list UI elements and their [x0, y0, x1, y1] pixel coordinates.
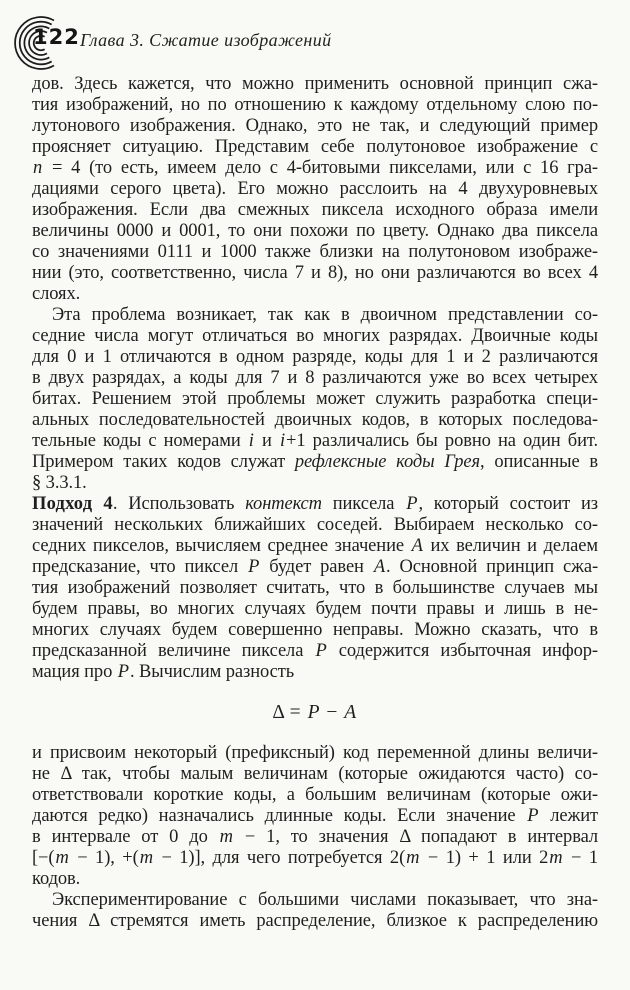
text-line: изображения. Если два смежных пиксела исходного образа имели — [32, 200, 598, 220]
text-line: для 0 и 1 отличаются в одном разряде, коды для 1 и 2 различаются — [32, 347, 598, 367]
text-line: мация про P. Вычислим разность — [32, 662, 295, 682]
text-line: в интервале от 0 до m − 1, то значения Δ попадают в интервал — [32, 827, 598, 847]
text-line: слоях. — [32, 284, 81, 304]
text-line: значений нескольких ближайших соседей. Выбираем несколько со- — [32, 515, 598, 535]
text-line: кодов. — [32, 869, 81, 889]
text-line: седних пикселов, вычисляем среднее значение A их величин и делаем — [32, 536, 598, 556]
text-line: [−(m − 1), +(m − 1)], для чего потребуется 2(m − 1) + 1 или 2m − 1 — [32, 848, 599, 868]
page-header — [14, 14, 614, 74]
text-line: многих случаях будем совершенно неправы. Можно сказать, что в — [32, 620, 598, 640]
text-line: альных последовательностей двоичных кодов, в которых последова- — [32, 410, 598, 430]
page-number: 122 — [33, 25, 80, 49]
chapter-title: Глава 3. Сжатие изображений — [80, 30, 332, 50]
text-line: дов. Здесь кажется, что можно применить основной принцип сжа- — [32, 74, 598, 94]
text-line: лутонового изображения. Однако, это не так, и следующий пример — [32, 116, 598, 136]
paragraph-1 — [32, 74, 598, 305]
text-line: будем правы, во многих случаях будем почти правы и лишь в не- — [32, 599, 598, 619]
text-line: не Δ так, чтобы малым величинам (которые ожидаются часто) со- — [32, 764, 598, 784]
text-line: в двух разрядах, а коды для 7 и 8 различаются уже во всех четырех — [32, 368, 598, 388]
text-line: тия изображений, но по отношению к каждому отдельному слою по- — [32, 95, 598, 115]
text-line: чения Δ стремятся иметь распределение, близкое к распределению — [32, 911, 598, 931]
text-line: Примером таких кодов служат рефлексные коды Грея, описанные в — [32, 452, 599, 472]
paragraph-4 — [32, 743, 598, 890]
text-line: ответствовали короткие коды, а большим величинам (которые ожи- — [32, 785, 598, 805]
text-line: нии (это, соответственно, числа 7 и 8), но они различаются во всех 4 — [32, 263, 598, 283]
text-line: битах. Решением этой проблемы может служить разработка специ- — [32, 389, 598, 409]
paragraph-2 — [32, 305, 598, 494]
text-line: предсказанной величине пиксела P содержится избыточная инфор- — [32, 641, 598, 661]
formula-delta-equals-p-minus-a — [32, 702, 598, 723]
text-line: n = 4 (то есть, имеем дело с 4-битовыми пикселами, или с 16 гра- — [33, 158, 598, 178]
text-line: § 3.3.1. — [32, 473, 87, 493]
text-line: Δ = P − A — [272, 702, 357, 723]
text-line: со значениями 0111 и 1000 также близки на полутоновом изображе- — [32, 242, 598, 262]
paragraph-3-podhod-4 — [32, 494, 598, 683]
text-line: величины 0000 и 0001, то они похожи по цвету. Однако два пиксела — [32, 221, 598, 241]
text-line: тия изображений позволяет считать, что в большинстве случаев мы — [32, 578, 598, 598]
text-line: и присвоим некоторый (префиксный) код переменной длины величи- — [32, 743, 598, 763]
text-line: предсказание, что пиксел P будет равен A. Основной принцип сжа- — [32, 557, 599, 577]
text-line: даются редко) назначались длинные коды. Если значение P лежит — [32, 806, 598, 826]
text-line: Подход 4. Использовать контекст пиксела P, который состоит из — [32, 494, 598, 514]
text-line: Эта проблема возникает, так как в двоичном представлении со- — [52, 305, 598, 325]
page-body — [32, 74, 598, 932]
text-line: тельные коды с номерами i и i+1 различались бы ровно на один бит. — [32, 431, 598, 451]
text-line: Экспериментирование с большими числами показывает, что зна- — [52, 890, 598, 910]
paragraph-5 — [32, 890, 598, 932]
text-line: проясняет ситуацию. Представим себе полутоновое изображение с — [32, 137, 598, 157]
text-line: седние числа могут отличаться во многих разрядах. Двоичные коды — [32, 326, 598, 346]
text-line: дациями серого цвета). Его можно расслоить на 4 двухуровневых — [32, 179, 598, 199]
